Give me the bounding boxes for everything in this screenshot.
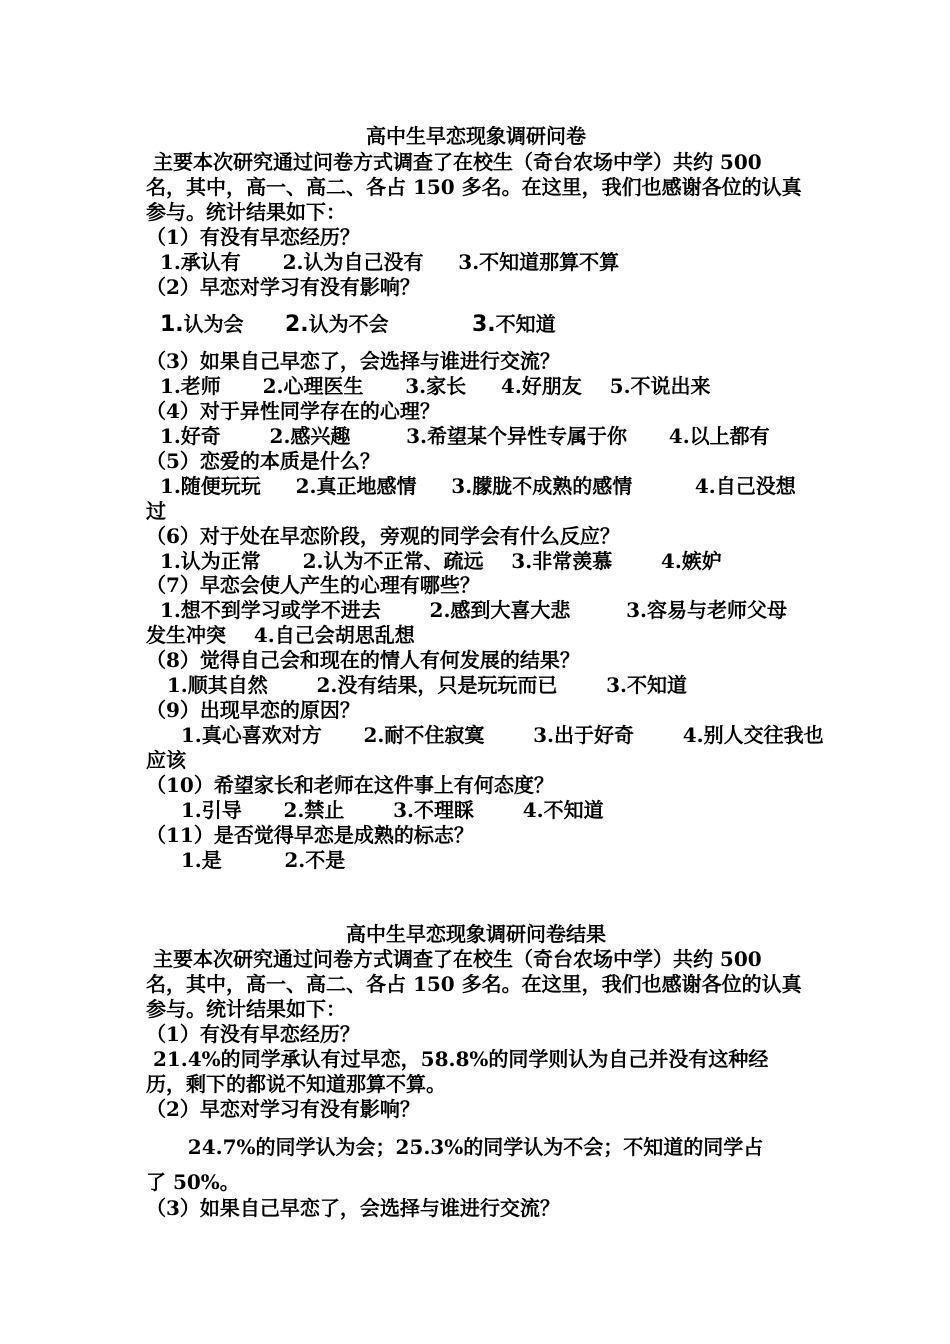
results-answer-1-cont: 历，剩下的都说不知道那算不算。 xyxy=(146,1072,446,1096)
option-number: 2. xyxy=(285,312,309,337)
question-5-options-cont: 过 xyxy=(146,499,166,523)
question-4-options: 1.好奇 2.感兴趣 3.希望某个异性专属于你 4.以上都有 xyxy=(146,424,770,448)
question-10-options: 1.引导 2.禁止 3.不理睬 4.不知道 xyxy=(146,798,604,822)
option-text: 不知道 xyxy=(495,312,556,336)
question-7-options: 1.想不到学习或学不进去 2.感到大喜大悲 3.容易与老师父母 xyxy=(146,598,788,622)
question-11: （11）是否觉得早恋是成熟的标志？ xyxy=(146,823,474,847)
survey-intro-line-3: 参与。统计结果如下： xyxy=(146,200,346,224)
question-1: （1）有没有早恋经历？ xyxy=(146,225,360,249)
results-intro-line-3: 参与。统计结果如下： xyxy=(146,997,346,1021)
question-5: （5）恋爱的本质是什么？ xyxy=(146,449,380,473)
question-8: （8）觉得自己会和现在的情人有何发展的结果？ xyxy=(146,648,580,672)
question-9-options-cont: 应该 xyxy=(146,748,186,772)
survey-title: 高中生早恋现象调研问卷 xyxy=(366,124,586,148)
question-3-options: 1.老师 2.心理医生 3.家长 4.好朋友 5.不说出来 xyxy=(146,374,711,398)
question-9-options: 1.真心喜欢对方 2.耐不住寂寞 3.出于好奇 4.别人交往我也 xyxy=(146,723,824,747)
results-answer-1: 21.4%的同学承认有过早恋，58.8%的同学则认为自己并没有这种经 xyxy=(146,1047,769,1071)
option-number: 1. xyxy=(160,312,184,337)
question-8-options: 1.顺其自然 2.没有结果，只是玩玩而已 3.不知道 xyxy=(146,673,688,697)
question-1-options: 1.承认有 2.认为自己没有 3.不知道那算不算 xyxy=(146,250,620,274)
question-7-options-cont: 发生冲突 4.自己会胡思乱想 xyxy=(146,623,415,647)
survey-intro-line-1: 主要本次研究通过问卷方式调查了在校生（奇台农场中学）共约 500 xyxy=(146,150,762,174)
results-question-2: （2）早恋对学习有没有影响？ xyxy=(146,1097,420,1121)
results-intro-line-1: 主要本次研究通过问卷方式调查了在校生（奇台农场中学）共约 500 xyxy=(146,947,762,971)
option-number: 3. xyxy=(472,312,496,337)
question-10: （10）希望家长和老师在这件事上有何态度？ xyxy=(146,773,554,797)
question-3: （3）如果自己早恋了，会选择与谁进行交流？ xyxy=(146,349,560,373)
results-answer-2: 24.7%的同学认为会；25.3%的同学认为不会；不知道的同学占 xyxy=(146,1135,764,1159)
results-intro-line-2: 名，其中，高一、高二、各占 150 多名。在这里，我们也感谢各位的认真 xyxy=(146,972,802,996)
question-4: （4）对于异性同学存在的心理？ xyxy=(146,399,440,423)
results-question-1: （1）有没有早恋经历？ xyxy=(146,1022,360,1046)
option-text: 认为不会 xyxy=(308,312,389,336)
question-2-option-2 xyxy=(285,312,389,337)
survey-intro-line-2: 名，其中，高一、高二、各占 150 多名。在这里，我们也感谢各位的认真 xyxy=(146,175,802,199)
results-answer-2-cont: 了 50%。 xyxy=(146,1170,240,1194)
question-5-options: 1.随便玩玩 2.真正地感情 3.朦胧不成熟的感情 4.自己没想 xyxy=(146,474,796,498)
question-2: （2）早恋对学习有没有影响？ xyxy=(146,275,420,299)
question-9: （9）出现早恋的原因？ xyxy=(146,698,360,722)
question-11-options: 1.是 2.不是 xyxy=(146,848,346,872)
question-6: （6）对于处在早恋阶段，旁观的同学会有什么反应？ xyxy=(146,524,620,548)
question-2-option-3 xyxy=(472,312,556,337)
results-title: 高中生早恋现象调研问卷结果 xyxy=(346,922,606,946)
option-text: 认为会 xyxy=(183,312,244,336)
results-question-3: （3）如果自己早恋了，会选择与谁进行交流？ xyxy=(146,1196,560,1220)
question-2-option-1 xyxy=(160,312,244,337)
question-6-options: 1.认为正常 2.认为不正常、疏远 3.非常羡慕 4.嫉妒 xyxy=(146,549,722,573)
question-7: （7）早恋会使人产生的心理有哪些？ xyxy=(146,573,480,597)
